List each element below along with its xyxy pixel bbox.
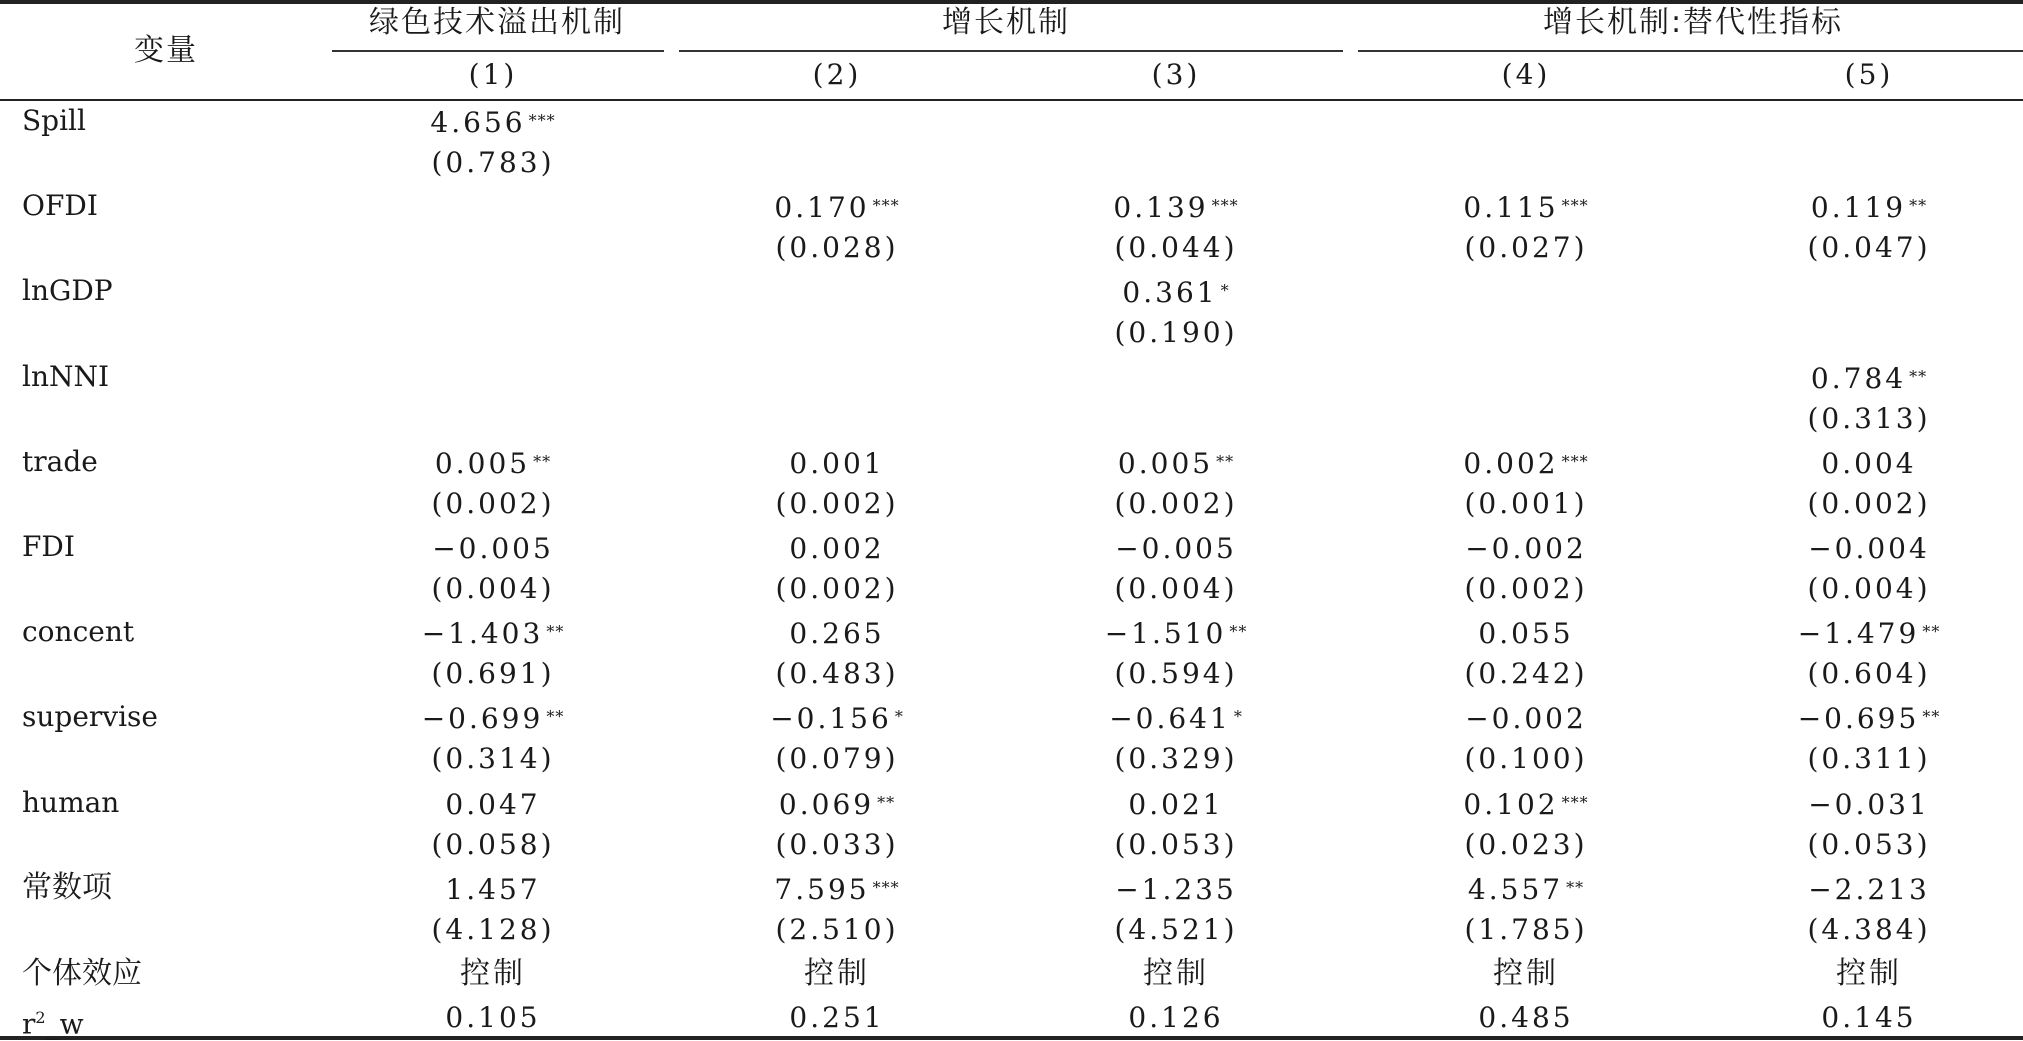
- standard-error-cell: (0.027): [1464, 231, 1588, 264]
- coefficient-cell: [789, 447, 884, 481]
- standard-error-cell: (0.100): [1464, 742, 1588, 775]
- coefficient-value: 0.021: [1128, 788, 1224, 821]
- column-number-1: (1): [468, 58, 518, 91]
- significance-stars: *: [894, 707, 904, 726]
- standard-error-cell: (0.002): [1464, 572, 1588, 605]
- significance-stars: **: [1922, 622, 1941, 641]
- group-header-3: 增长机制:替代性指标: [1542, 5, 1844, 40]
- standard-error-cell: (0.314): [431, 742, 555, 775]
- column-number-3: (3): [1151, 58, 1201, 91]
- group-underline-1: [332, 50, 664, 52]
- coefficient-cell: [430, 106, 555, 144]
- coefficient-value: 4.656: [430, 106, 526, 139]
- coefficient-value: 7.595: [774, 873, 870, 906]
- coefficient-value: −0.031: [1808, 788, 1930, 821]
- standard-error-cell: (4.521): [1114, 913, 1238, 946]
- coefficient-value: 0.055: [1478, 617, 1574, 650]
- standard-error-cell: (4.384): [1807, 913, 1931, 946]
- coefficient-value: −0.005: [1115, 532, 1237, 565]
- standard-error-cell: (0.033): [775, 828, 899, 861]
- coefficient-value: −1.479: [1797, 617, 1920, 650]
- row-label: FDI: [22, 530, 75, 563]
- coefficient-value: 0.047: [445, 788, 541, 821]
- coefficient-value: 0.170: [774, 191, 870, 224]
- row-label: OFDI: [22, 189, 98, 222]
- r2-cell-2: 0.251: [789, 1001, 885, 1034]
- coefficient-value: 4.557: [1467, 873, 1564, 906]
- coefficient-cell: [1465, 702, 1587, 736]
- coefficient-cell: [1463, 788, 1588, 826]
- coefficient-cell: [789, 617, 884, 651]
- significance-stars: ***: [1561, 196, 1589, 215]
- row-label: human: [22, 786, 120, 819]
- effect-cell-2: 控制: [804, 956, 870, 991]
- significance-stars: *: [1233, 707, 1243, 726]
- coefficient-cell: [422, 617, 565, 655]
- coefficient-value: 0.005: [434, 447, 531, 480]
- row-label: supervise: [22, 700, 158, 733]
- coefficient-cell: [1478, 617, 1573, 651]
- coefficient-cell: [1808, 532, 1930, 566]
- column-number-4: (4): [1501, 58, 1551, 91]
- r2-label-main: r: [22, 1007, 36, 1041]
- group-header-1: 绿色技术溢出机制: [369, 5, 625, 40]
- significance-stars: **: [877, 793, 896, 812]
- significance-stars: **: [1909, 196, 1928, 215]
- significance-stars: ***: [1561, 793, 1589, 812]
- standard-error-cell: (0.079): [775, 742, 899, 775]
- standard-error-cell: (0.002): [1114, 487, 1238, 520]
- coefficient-cell: [1118, 447, 1234, 485]
- coefficient-value: −1.235: [1115, 873, 1237, 906]
- coefficient-value: 0.001: [789, 447, 885, 480]
- significance-stars: ***: [1211, 196, 1239, 215]
- effect-cell-1: 控制: [460, 956, 526, 991]
- row-label: Spill: [22, 104, 86, 137]
- standard-error-cell: (0.190): [1114, 316, 1238, 349]
- coefficient-cell: [1109, 702, 1243, 740]
- standard-error-cell: (0.058): [431, 828, 555, 861]
- coefficient-cell: [779, 788, 895, 826]
- variable-header: 变量: [134, 33, 198, 68]
- coefficient-cell: [1808, 873, 1930, 907]
- standard-error-cell: (0.483): [775, 657, 899, 690]
- standard-error-cell: (0.002): [775, 487, 899, 520]
- r2-label-sup: 2: [35, 1008, 46, 1027]
- significance-stars: *: [1220, 281, 1230, 300]
- coefficient-cell: [1468, 873, 1584, 911]
- standard-error-cell: (0.311): [1807, 742, 1931, 775]
- coefficient-value: −0.695: [1797, 702, 1920, 735]
- standard-error-cell: (2.510): [775, 913, 899, 946]
- group-underline-2: [679, 50, 1343, 52]
- standard-error-cell: (0.053): [1114, 828, 1238, 861]
- significance-stars: **: [1922, 707, 1941, 726]
- coefficient-value: −1.403: [421, 617, 544, 650]
- r2-cell-5: 0.145: [1821, 1001, 1917, 1034]
- header-bottom-rule: [0, 99, 2023, 101]
- significance-stars: **: [1229, 622, 1248, 641]
- standard-error-cell: (1.785): [1464, 913, 1588, 946]
- coefficient-cell: [1465, 532, 1587, 566]
- coefficient-value: −0.156: [770, 702, 892, 735]
- coefficient-value: −0.004: [1808, 532, 1930, 565]
- standard-error-cell: (0.242): [1464, 657, 1588, 690]
- coefficient-value: 0.139: [1113, 191, 1209, 224]
- coefficient-cell: [1122, 276, 1229, 314]
- coefficient-cell: [1115, 532, 1237, 566]
- standard-error-cell: (0.604): [1807, 657, 1931, 690]
- coefficient-cell: [1798, 617, 1941, 655]
- standard-error-cell: (0.023): [1464, 828, 1588, 861]
- coefficient-value: −1.510: [1104, 617, 1227, 650]
- significance-stars: **: [546, 622, 565, 641]
- r2-cell-4: 0.485: [1478, 1001, 1574, 1034]
- standard-error-cell: (0.044): [1114, 231, 1238, 264]
- standard-error-cell: (0.004): [1114, 572, 1238, 605]
- standard-error-cell: (0.329): [1114, 742, 1238, 775]
- coefficient-cell: [774, 191, 899, 229]
- coefficient-value: 0.002: [789, 532, 885, 565]
- coefficient-cell: [435, 447, 551, 485]
- standard-error-cell: (0.053): [1807, 828, 1931, 861]
- group-header-2: 增长机制: [942, 5, 1070, 40]
- significance-stars: **: [546, 707, 565, 726]
- coefficient-value: 0.004: [1821, 447, 1917, 480]
- effect-cell-5: 控制: [1836, 956, 1902, 991]
- coefficient-cell: [1798, 702, 1941, 740]
- coefficient-value: 0.069: [778, 788, 875, 821]
- effect-cell-4: 控制: [1493, 956, 1559, 991]
- standard-error-cell: (0.002): [431, 487, 555, 520]
- coefficient-value: 1.457: [445, 873, 541, 906]
- coefficient-value: −0.005: [432, 532, 554, 565]
- r2-row-label: [22, 1001, 84, 1041]
- significance-stars: ***: [528, 111, 556, 130]
- bottom-rule: [0, 1036, 2023, 1040]
- coefficient-value: −0.699: [421, 702, 544, 735]
- row-label: lnGDP: [22, 274, 113, 307]
- r2-label-tail: _w: [45, 1007, 84, 1041]
- coefficient-cell: [422, 702, 565, 740]
- standard-error-cell: (0.004): [431, 572, 555, 605]
- coefficient-cell: [1808, 788, 1930, 822]
- standard-error-cell: (4.128): [431, 913, 555, 946]
- significance-stars: **: [533, 452, 552, 471]
- coefficient-cell: [1463, 447, 1588, 485]
- coefficient-cell: [1113, 191, 1238, 229]
- row-label: 常数项: [22, 870, 112, 905]
- coefficient-cell: [445, 788, 540, 822]
- coefficient-value: 0.002: [1463, 447, 1559, 480]
- r2-cell-1: 0.105: [445, 1001, 541, 1034]
- significance-stars: **: [1216, 452, 1235, 471]
- standard-error-cell: (0.313): [1807, 402, 1931, 435]
- effect-row-label: 个体效应: [22, 956, 142, 991]
- coefficient-cell: [1115, 873, 1237, 907]
- coefficient-cell: [1811, 191, 1927, 229]
- standard-error-cell: (0.783): [431, 146, 555, 179]
- coefficient-cell: [774, 873, 899, 911]
- standard-error-cell: (0.047): [1807, 231, 1931, 264]
- coefficient-cell: [1811, 362, 1927, 400]
- standard-error-cell: (0.002): [775, 572, 899, 605]
- significance-stars: ***: [1561, 452, 1589, 471]
- group-underline-3: [1358, 50, 2023, 52]
- coefficient-value: 0.115: [1463, 191, 1559, 224]
- coefficient-value: −2.213: [1808, 873, 1930, 906]
- row-label: concent: [22, 615, 135, 648]
- coefficient-cell: [1105, 617, 1248, 655]
- significance-stars: **: [1909, 367, 1928, 386]
- coefficient-cell: [770, 702, 904, 740]
- standard-error-cell: (0.004): [1807, 572, 1931, 605]
- coefficient-value: −0.002: [1465, 532, 1587, 565]
- coefficient-cell: [432, 532, 554, 566]
- standard-error-cell: (0.594): [1114, 657, 1238, 690]
- row-label: lnNNI: [22, 360, 110, 393]
- standard-error-cell: (0.001): [1464, 487, 1588, 520]
- standard-error-cell: (0.028): [775, 231, 899, 264]
- effect-cell-3: 控制: [1143, 956, 1209, 991]
- coefficient-cell: [1821, 447, 1916, 481]
- coefficient-value: 0.119: [1810, 191, 1907, 224]
- r2-cell-3: 0.126: [1128, 1001, 1224, 1034]
- coefficient-value: 0.784: [1810, 362, 1907, 395]
- coefficient-value: 0.102: [1463, 788, 1559, 821]
- coefficient-cell: [1128, 788, 1223, 822]
- coefficient-cell: [445, 873, 540, 907]
- coefficient-value: −0.641: [1109, 702, 1231, 735]
- row-label: trade: [22, 445, 98, 478]
- coefficient-value: 0.361: [1122, 276, 1218, 309]
- column-number-2: (2): [812, 58, 862, 91]
- column-number-5: (5): [1844, 58, 1894, 91]
- coefficient-value: −0.002: [1465, 702, 1587, 735]
- coefficient-value: 0.005: [1117, 447, 1214, 480]
- standard-error-cell: (0.002): [1807, 487, 1931, 520]
- top-rule: [0, 0, 2023, 4]
- coefficient-cell: [1463, 191, 1588, 229]
- significance-stars: **: [1566, 878, 1585, 897]
- coefficient-value: 0.265: [789, 617, 885, 650]
- coefficient-cell: [789, 532, 884, 566]
- significance-stars: ***: [872, 196, 900, 215]
- standard-error-cell: (0.691): [431, 657, 555, 690]
- significance-stars: ***: [872, 878, 900, 897]
